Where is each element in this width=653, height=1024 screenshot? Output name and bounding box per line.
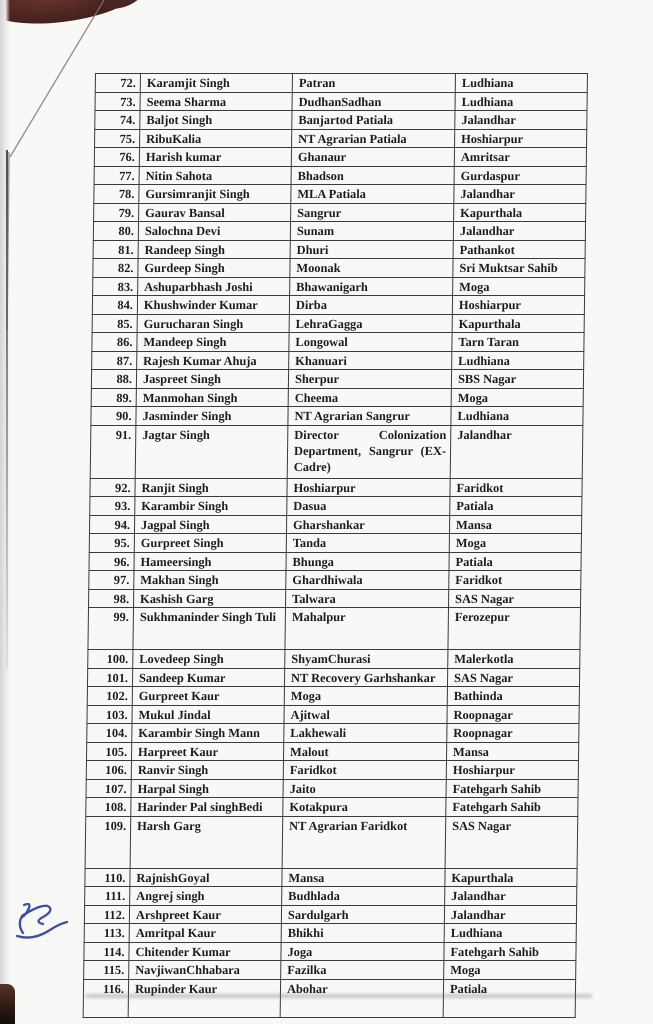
name-cell: Jagtar Singh (135, 425, 288, 478)
name-cell: Gurpreet Kaur (132, 687, 284, 706)
district-cell: Ludhiana (455, 92, 587, 111)
name-cell: Arshpreet Kaur (129, 905, 281, 924)
place-cell: NT Recovery Garhshankar (284, 668, 447, 687)
name-cell: Mukul Jindal (132, 705, 284, 724)
place-cell: Sunam (290, 222, 453, 241)
place-cell: Gharshankar (286, 515, 449, 534)
district-cell: Sri Muktsar Sahib (453, 259, 585, 278)
handwritten-signature (17, 904, 67, 938)
place-cell: Director Colonization Department, Sangrur (EX-Cadre) (287, 425, 451, 478)
row-number-cell: 109. (85, 816, 131, 868)
row-number-cell: 81. (93, 240, 138, 259)
district-cell: Ludhiana (444, 924, 576, 943)
name-cell: RibuKalia (140, 129, 292, 148)
table-row (94, 203, 586, 222)
district-cell: Mansa (449, 515, 581, 534)
row-number-cell: 91. (90, 425, 136, 478)
row-number-cell: 77. (94, 166, 139, 185)
table-row (83, 979, 575, 1017)
district-cell: Mansa (447, 742, 579, 761)
district-cell: Tarn Taran (452, 333, 584, 352)
row-number-cell: 86. (92, 333, 137, 352)
place-cell: Cheema (288, 388, 451, 407)
table-row (87, 668, 579, 687)
district-cell: Roopnagar (447, 724, 579, 743)
name-cell: Karambir Singh Mann (132, 724, 284, 743)
place-cell: Ghardhiwala (286, 571, 449, 590)
table-row (90, 425, 583, 478)
name-cell: Seema Sharma (140, 92, 292, 111)
row-number-cell: 92. (90, 478, 135, 497)
row-number-cell: 99. (88, 608, 134, 650)
name-cell: Ranjit Singh (135, 478, 287, 497)
district-cell: Patiala (450, 497, 582, 516)
place-cell: Talwara (286, 589, 449, 608)
row-number-cell: 73. (95, 92, 140, 111)
place-cell: Hoshiarpur (287, 478, 450, 497)
place-cell: Banjartod Patiala (292, 111, 455, 130)
name-cell: Angrej singh (130, 887, 282, 906)
name-cell: Mandeep Singh (137, 333, 289, 352)
table-row (88, 608, 581, 650)
row-number-cell: 114. (84, 942, 129, 961)
row-number-cell: 93. (90, 497, 135, 516)
transfer-list-table (83, 73, 588, 1018)
name-cell: Gurdeep Singh (138, 259, 290, 278)
name-cell: Harpreet Kaur (132, 742, 284, 761)
district-cell: Moga (451, 388, 583, 407)
district-cell: SAS Nagar (445, 816, 578, 868)
place-cell: Bhikhi (281, 924, 444, 943)
row-number-cell: 95. (89, 534, 134, 553)
table-row (95, 129, 587, 148)
row-number-cell: 111. (85, 887, 130, 906)
name-cell: Sukhmaninder Singh Tuli (133, 608, 286, 650)
row-number-cell: 72. (95, 74, 140, 93)
place-cell: MLA Patiala (291, 185, 454, 204)
district-cell: Faridkot (449, 571, 581, 590)
place-cell: Jaito (283, 779, 446, 798)
place-cell: Sangrur (291, 203, 454, 222)
name-cell: Makhan Singh (134, 571, 286, 590)
row-number-cell: 80. (93, 222, 138, 241)
name-cell: Ranvir Singh (131, 761, 283, 780)
place-cell: Khanuari (289, 351, 452, 370)
name-cell: NavjiwanChhabara (129, 961, 281, 980)
place-cell: Bhadson (291, 166, 454, 185)
row-number-cell: 104. (87, 724, 132, 743)
district-cell: Jalandhar (445, 887, 577, 906)
district-cell: SAS Nagar (449, 589, 581, 608)
name-cell: Gurucharan Singh (137, 314, 289, 333)
district-cell: Moga (453, 277, 585, 296)
name-cell: Rajesh Kumar Ahuja (137, 351, 289, 370)
table-row (93, 240, 585, 259)
row-number-cell: 106. (86, 761, 131, 780)
place-cell: Fazilka (281, 961, 444, 980)
place-cell: Joga (281, 942, 444, 961)
name-cell: Karambir Singh (135, 497, 287, 516)
table-row (89, 534, 581, 553)
table-row (92, 296, 584, 315)
row-number-cell: 98. (89, 589, 134, 608)
place-cell: Abohar (280, 979, 443, 1017)
name-cell: Amritpal Kaur (129, 924, 281, 943)
place-cell: Dasua (287, 497, 450, 516)
table-row (89, 589, 581, 608)
row-number-cell: 75. (95, 129, 140, 148)
district-cell: Hoshiarpur (446, 761, 578, 780)
table-row (91, 388, 583, 407)
district-cell: Ferozepur (448, 608, 581, 650)
name-cell: Jagpal Singh (134, 515, 286, 534)
table-row (85, 887, 577, 906)
district-cell: Jalandhar (454, 185, 586, 204)
table-row (85, 868, 577, 887)
name-cell: Manmohan Singh (136, 388, 288, 407)
row-number-cell: 88. (91, 370, 136, 389)
district-cell: Patiala (443, 979, 575, 1017)
table-row (93, 259, 585, 278)
name-cell: Khushwinder Kumar (137, 296, 289, 315)
district-cell: Ludhiana (455, 74, 587, 93)
row-number-cell: 85. (92, 314, 137, 333)
table-row (92, 333, 584, 352)
place-cell: NT Agrarian Sangrur (288, 407, 451, 426)
name-cell: Karamjit Singh (140, 74, 292, 93)
place-cell: Moga (284, 687, 447, 706)
district-cell: Kapurthala (452, 314, 584, 333)
table-row (93, 277, 585, 296)
table-row (87, 705, 579, 724)
district-cell: Malerkotla (448, 650, 580, 669)
name-cell: Randeep Singh (138, 240, 290, 259)
district-cell: Amritsar (454, 148, 586, 167)
place-cell: Budhlada (282, 887, 445, 906)
paper-left-edge-line (6, 150, 8, 670)
place-cell: Bhunga (286, 552, 449, 571)
table-row (92, 351, 584, 370)
place-cell: Dhuri (290, 240, 453, 259)
table-row (84, 905, 576, 924)
row-number-cell: 97. (89, 571, 134, 590)
place-cell: Kotakpura (283, 798, 446, 817)
place-cell: Malout (284, 742, 447, 761)
place-cell: NT Agrarian Patiala (292, 129, 455, 148)
name-cell: Rupinder Kaur (128, 979, 280, 1017)
table-row (89, 571, 581, 590)
district-cell: Jalandhar (455, 111, 587, 130)
table-row (90, 478, 582, 497)
place-cell: DudhanSadhan (292, 92, 455, 111)
paper-left-edge-shading (0, 0, 10, 1024)
row-number-cell: 105. (87, 742, 132, 761)
district-cell: Ludhiana (451, 407, 583, 426)
place-cell: Ajitwal (284, 705, 447, 724)
row-number-cell: 100. (88, 650, 133, 669)
name-cell: Sandeep Kumar (132, 668, 284, 687)
place-cell: Sardulgarh (281, 905, 444, 924)
row-number-cell: 82. (93, 259, 138, 278)
district-cell: Ludhiana (452, 351, 584, 370)
table-row (84, 961, 576, 980)
row-number-cell: 94. (89, 515, 134, 534)
name-cell: Harsh Garg (130, 816, 283, 868)
row-number-cell: 115. (84, 961, 129, 980)
name-cell: Nitin Sahota (139, 166, 291, 185)
place-cell: Faridkot (283, 761, 446, 780)
table-row (95, 111, 587, 130)
row-number-cell: 108. (86, 798, 131, 817)
document-table (83, 73, 588, 1018)
name-cell: Harinder Pal singhBedi (131, 798, 283, 817)
name-cell: Gaurav Bansal (139, 203, 291, 222)
district-cell: SBS Nagar (451, 370, 583, 389)
district-cell: Gurdaspur (454, 166, 586, 185)
place-cell: Ghanaur (291, 148, 454, 167)
district-cell: Fatehgarh Sahib (446, 779, 578, 798)
table-row (94, 148, 586, 167)
district-cell: Kapurthala (454, 203, 586, 222)
table-row (86, 761, 578, 780)
row-number-cell: 107. (86, 779, 131, 798)
name-cell: Lovedeep Singh (133, 650, 285, 669)
name-cell: Gurpreet Singh (134, 534, 286, 553)
name-cell: Harish kumar (139, 148, 291, 167)
district-cell: Patiala (449, 552, 581, 571)
name-cell: Ashuparbhash Joshi (138, 277, 290, 296)
row-number-cell: 116. (83, 979, 128, 1017)
table-row (86, 798, 578, 817)
place-cell: Patran (292, 74, 455, 93)
row-number-cell: 87. (92, 351, 137, 370)
place-cell: Moonak (290, 259, 453, 278)
table-row (89, 515, 581, 534)
table-row (92, 314, 584, 333)
district-cell: Hoshiarpur (452, 296, 584, 315)
district-cell: Moga (444, 961, 576, 980)
name-cell: Chitender Kumar (129, 942, 281, 961)
table-row (95, 74, 587, 93)
place-cell: Tanda (286, 534, 449, 553)
district-cell: Jalandhar (453, 222, 585, 241)
table-row (87, 687, 579, 706)
paper-crease-line (10, 0, 104, 157)
row-number-cell: 113. (84, 924, 129, 943)
district-cell: Fatehgarh Sahib (444, 942, 576, 961)
place-cell: Bhawanigarh (290, 277, 453, 296)
name-cell: Gursimranjit Singh (139, 185, 291, 204)
district-cell: Roopnagar (447, 705, 579, 724)
name-cell: RajnishGoyal (130, 868, 282, 887)
name-cell: Baljot Singh (140, 111, 292, 130)
table-row (94, 185, 586, 204)
district-cell: Moga (449, 534, 581, 553)
district-cell: Pathankot (453, 240, 585, 259)
place-cell: Mahalpur (285, 608, 449, 650)
place-cell: NT Agrarian Faridkot (282, 816, 446, 868)
table-row (91, 370, 583, 389)
row-number-cell: 110. (85, 868, 130, 887)
table-row (93, 222, 585, 241)
place-cell: Dirba (289, 296, 452, 315)
row-number-cell: 102. (87, 687, 132, 706)
row-number-cell: 89. (91, 388, 136, 407)
place-cell: Sherpur (288, 370, 451, 389)
page-bottom-shadow (86, 994, 592, 998)
place-cell: Longowal (289, 333, 452, 352)
row-number-cell: 112. (84, 905, 129, 924)
district-cell: Jalandhar (450, 425, 583, 478)
district-cell: Faridkot (450, 478, 582, 497)
district-cell: Jalandhar (444, 905, 576, 924)
row-number-cell: 74. (95, 111, 140, 130)
table-row (85, 816, 578, 868)
row-number-cell: 78. (94, 185, 139, 204)
table-row (94, 166, 586, 185)
district-cell: Kapurthala (445, 868, 577, 887)
name-cell: Jasminder Singh (136, 407, 288, 426)
place-cell: Lakhewali (284, 724, 447, 743)
table-row (84, 942, 576, 961)
name-cell: Hameersingh (134, 552, 286, 571)
district-cell: SAS Nagar (447, 668, 579, 687)
table-row (87, 742, 579, 761)
row-number-cell: 84. (92, 296, 137, 315)
district-cell: Bathinda (447, 687, 579, 706)
district-cell: Hoshiarpur (455, 129, 587, 148)
table-row (87, 724, 579, 743)
district-cell: Fatehgarh Sahib (446, 798, 578, 817)
table-row (89, 552, 581, 571)
name-cell: Jaspreet Singh (136, 370, 288, 389)
place-cell: Mansa (282, 868, 445, 887)
name-cell: Salochna Devi (138, 222, 290, 241)
table-row (86, 779, 578, 798)
table-row (88, 650, 580, 669)
name-cell: Kashish Garg (134, 589, 286, 608)
row-number-cell: 96. (89, 552, 134, 571)
background-corner-bottom-left (0, 984, 15, 1024)
name-cell: Harpal Singh (131, 779, 283, 798)
row-number-cell: 101. (87, 668, 132, 687)
table-body (83, 74, 587, 1018)
row-number-cell: 103. (87, 705, 132, 724)
table-row (91, 407, 583, 426)
table-row (90, 497, 582, 516)
row-number-cell: 79. (94, 203, 139, 222)
place-cell: LehraGagga (289, 314, 452, 333)
row-number-cell: 83. (93, 277, 138, 296)
row-number-cell: 76. (94, 148, 139, 167)
table-row (95, 92, 587, 111)
table-row (84, 924, 576, 943)
row-number-cell: 90. (91, 407, 136, 426)
place-cell: ShyamChurasi (285, 650, 448, 669)
